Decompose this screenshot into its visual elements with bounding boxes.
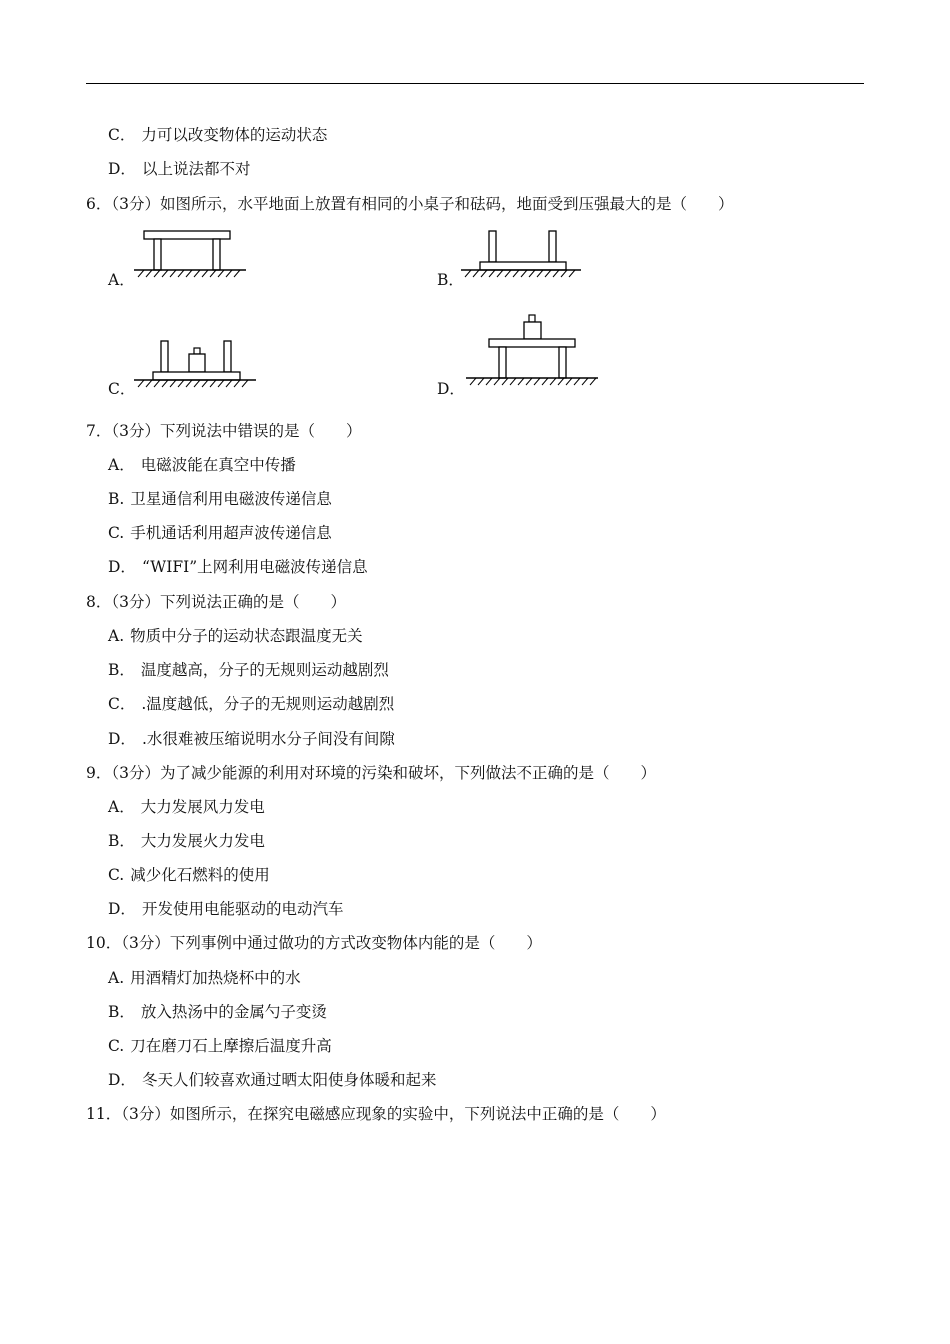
q5-option-d: D． 以上说法都不对	[108, 160, 251, 178]
q7-option-d: D． “WIFI”上网利用电磁波传递信息	[108, 558, 368, 576]
q7-option-c: C. 手机通话利用超声波传递信息	[108, 524, 332, 542]
q7-option-a: A． 电磁波能在真空中传播	[108, 456, 296, 474]
q10-option-a: A. 用酒精灯加热烧杯中的水	[108, 969, 301, 987]
q6-figure-a	[134, 228, 248, 284]
q8-option-b: B． 温度越高，分子的无规则运动越剧烈	[108, 661, 389, 679]
q5-option-c: C． 力可以改变物体的运动状态	[108, 126, 328, 144]
q9-option-d: D． 开发使用电能驱动的电动汽车	[108, 900, 344, 918]
q8-option-c: C． .温度越低，分子的无规则运动越剧烈	[108, 695, 395, 713]
q10-option-d: D． 冬天人们较喜欢通过晒太阳使身体暖和起来	[108, 1071, 437, 1089]
q11-stem: 11．（3分）如图所示，在探究电磁感应现象的实验中，下列说法中正确的是（ ）	[86, 1105, 666, 1123]
q6-figure-d	[466, 312, 602, 392]
q8-stem: 8．（3分）下列说法正确的是（ ）	[86, 593, 346, 611]
q10-stem: 10．（3分）下列事例中通过做功的方式改变物体内能的是（ ）	[86, 934, 542, 952]
q10-option-b: B． 放入热汤中的金属勺子变烫	[108, 1003, 327, 1021]
q6-figure-d-label: D．	[437, 380, 465, 398]
q7-option-b: B. 卫星通信利用电磁波传递信息	[108, 490, 332, 508]
q6-figure-b	[461, 228, 585, 284]
q9-option-b: B． 大力发展火力发电	[108, 832, 265, 850]
q6-stem: 6．（3分）如图所示，水平地面上放置有相同的小桌子和砝码，地面受到压强最大的是（ ）	[86, 195, 734, 213]
q9-option-a: A． 大力发展风力发电	[108, 798, 265, 816]
q9-option-c: C. 减少化石燃料的使用	[108, 866, 270, 884]
q8-option-a: A. 物质中分子的运动状态跟温度无关	[108, 627, 363, 645]
q6-figure-c-label: C．	[108, 380, 136, 398]
q8-option-d: D． .水很难被压缩说明水分子间没有间隙	[108, 730, 395, 748]
q9-stem: 9．（3分）为了减少能源的利用对环境的污染和破坏，下列做法不正确的是（ ）	[86, 764, 656, 782]
q6-figure-c	[134, 336, 260, 394]
q6-figure-a-label: A．	[108, 271, 135, 289]
header-rule	[86, 83, 864, 84]
q6-figure-b-label: B．	[437, 271, 464, 289]
q7-stem: 7．（3分）下列说法中错误的是（ ）	[86, 422, 362, 440]
q10-option-c: C. 刀在磨刀石上摩擦后温度升高	[108, 1037, 332, 1055]
